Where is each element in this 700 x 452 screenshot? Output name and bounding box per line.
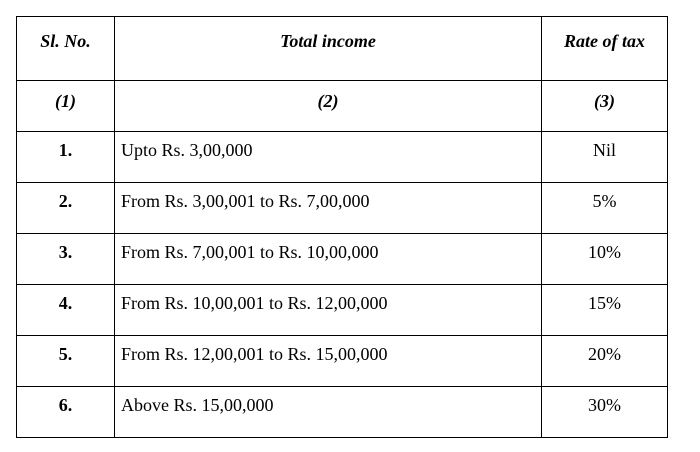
header-sl-no: Sl. No. — [17, 17, 115, 81]
row-sl-no: 4. — [17, 285, 115, 336]
row-total-income: From Rs. 12,00,001 to Rs. 15,00,000 — [115, 336, 542, 387]
table-row — [17, 234, 668, 285]
table-row — [17, 285, 668, 336]
row-rate-of-tax: 30% — [542, 387, 668, 438]
table-row — [17, 132, 668, 183]
row-rate-of-tax: Nil — [542, 132, 668, 183]
header-total-income: Total income — [115, 17, 542, 81]
row-rate-of-tax: 15% — [542, 285, 668, 336]
column-number-1: (1) — [17, 81, 115, 132]
header-rate-of-tax: Rate of tax — [542, 17, 668, 81]
column-number-3: (3) — [542, 81, 668, 132]
row-sl-no: 3. — [17, 234, 115, 285]
row-sl-no: 5. — [17, 336, 115, 387]
tax-rate-table — [16, 16, 668, 438]
row-total-income: Upto Rs. 3,00,000 — [115, 132, 542, 183]
row-total-income: From Rs. 10,00,001 to Rs. 12,00,000 — [115, 285, 542, 336]
row-total-income: Above Rs. 15,00,000 — [115, 387, 542, 438]
header-row — [17, 17, 668, 81]
row-sl-no: 6. — [17, 387, 115, 438]
row-total-income: From Rs. 3,00,001 to Rs. 7,00,000 — [115, 183, 542, 234]
column-number-row — [17, 81, 668, 132]
row-rate-of-tax: 20% — [542, 336, 668, 387]
row-rate-of-tax: 10% — [542, 234, 668, 285]
table-row — [17, 387, 668, 438]
column-number-2: (2) — [115, 81, 542, 132]
row-sl-no: 2. — [17, 183, 115, 234]
row-rate-of-tax: 5% — [542, 183, 668, 234]
row-total-income: From Rs. 7,00,001 to Rs. 10,00,000 — [115, 234, 542, 285]
table-row — [17, 183, 668, 234]
row-sl-no: 1. — [17, 132, 115, 183]
table-row — [17, 336, 668, 387]
